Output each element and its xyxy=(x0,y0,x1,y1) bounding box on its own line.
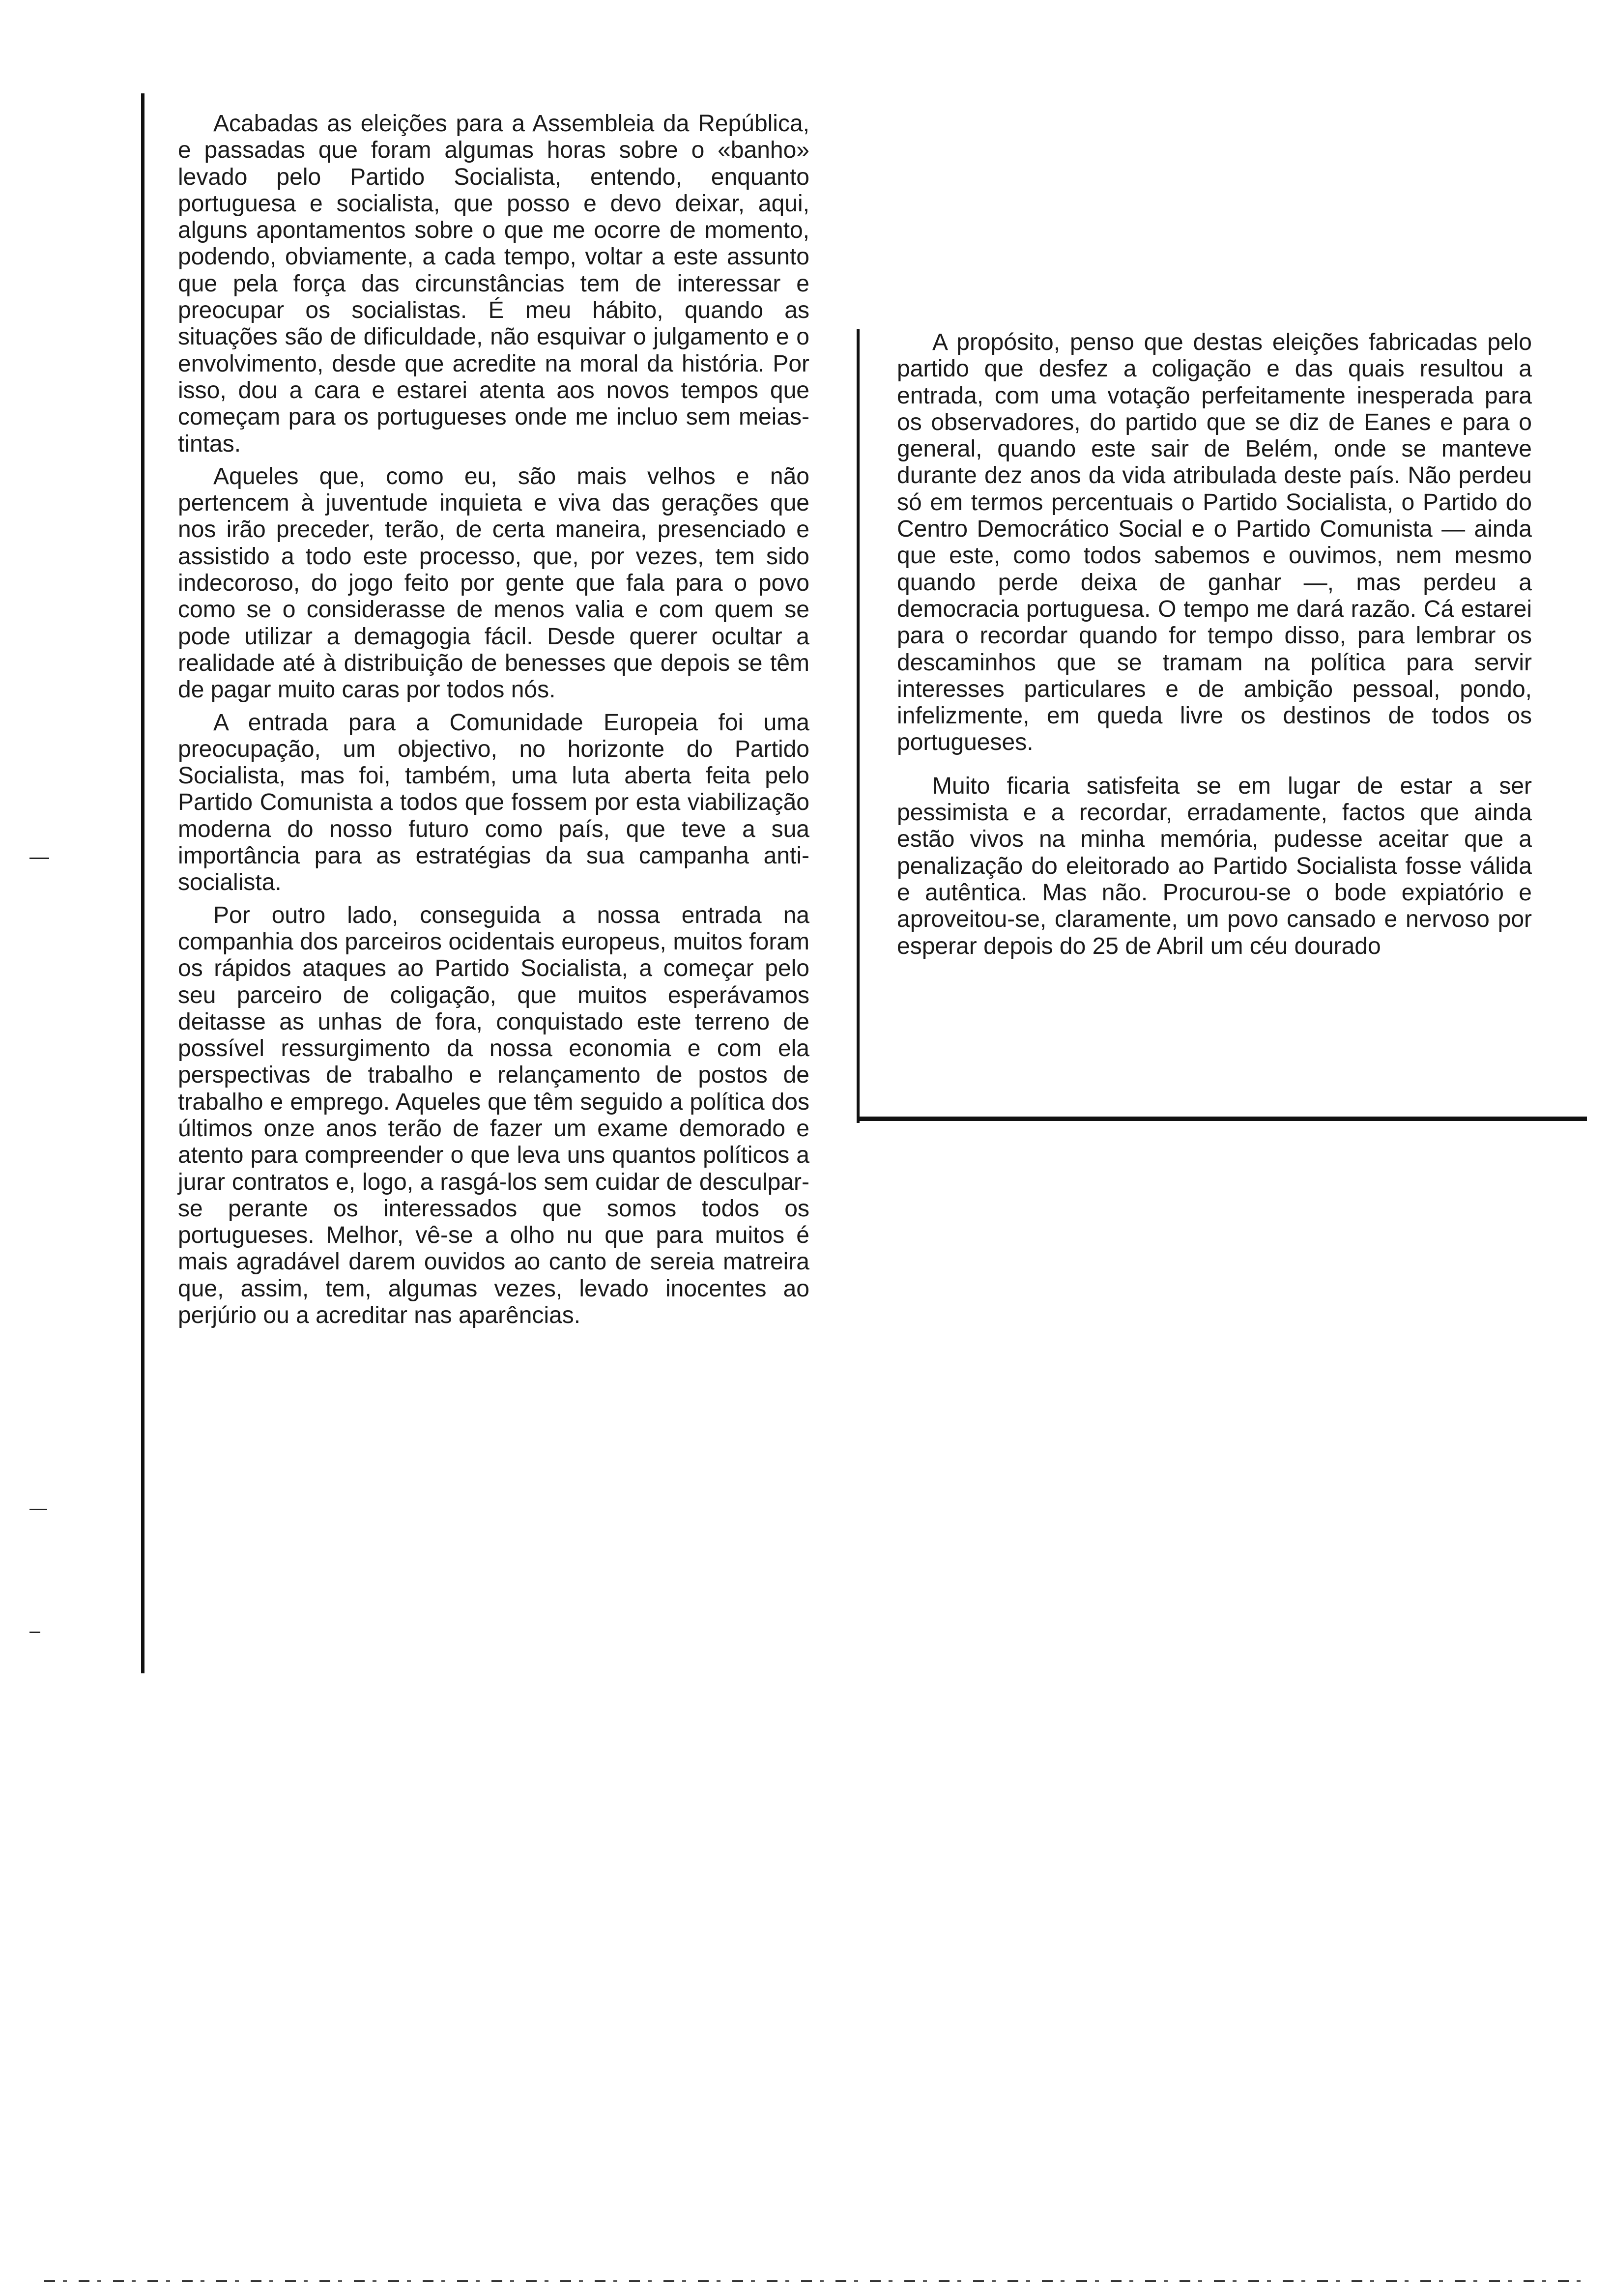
article-paragraph: A propósito, penso que destas eleições fabricadas pelo partido que desfez a coligação e das quais resultou a entrada, com uma votação perfeitamente inesperada para os observadores, do partido que se diz de Eanes e para o general, quando este sair de Belém, onde se manteve durante dez anos da vida atribulada deste país. Não perdeu só em termos percentuais o Partido Socialista, o Partido do Centro Democrático Social e o Partido Comunista — ainda que este, como todos sabemos e ouvimos, nem mesmo quando perde deixa de ganhar —, mas perdeu a democracia portuguesa. O tempo me dará razão. Cá estarei para o recordar quando for tempo disso, para lembrar os descaminhos que se tramam na política para servir interesses particulares e de ambição pessoal, pondo, infelizmente, em queda livre os destinos de todos os portugueses. xyxy=(897,329,1532,756)
article-paragraph: Aqueles que, como eu, são mais velhos e não pertencem à juventude inquieta e viva das gerações que nos irão preceder, terão, de certa maneira, presenciado e assistido a todo este processo, que, por vezes, tem sido indecoroso, do jogo feito por gente que fala para o povo como se o considerasse de menos valia e com quem se pode utilizar a demagogia fácil. Desde querer ocultar a realidade até à distribuição de benesses que depois se têm de pagar muito caras por todos nós. xyxy=(178,463,809,703)
scan-bottom-border xyxy=(44,2280,1592,2282)
article-left-column xyxy=(178,111,809,1329)
scan-edge-mark xyxy=(29,1632,40,1633)
scan-edge-mark xyxy=(29,1509,47,1510)
scan-edge-mark xyxy=(29,858,49,859)
article-paragraph: Acabadas as eleições para a Assembleia da República, e passadas que foram algumas horas sobre o «banho» levado pelo Partido Socialista, entendo, enquanto portuguesa e socialista, que posso e devo deixar, aqui, alguns apontamentos sobre o que me ocorre de momento, podendo, obviamente, a cada tempo, voltar a este assunto que pela força das circunstâncias tem de interessar e preocupar os socialistas. É meu hábito, quando as situações são de dificuldade, não esquivar o julgamento e o envolvimento, desde que acredite na moral da história. Por isso, dou a cara e estarei atenta aos novos tempos que começam para os portugueses onde me incluo sem meias-tintas. xyxy=(178,111,809,457)
column-divider-rule xyxy=(857,329,860,1123)
article-paragraph: Muito ficaria satisfeita se em lugar de estar a ser pessimista e a recordar, erradamente, factos que ainda estão vivos na minha memória, pudesse aceitar que a penalização do eleitorado ao Partido Socialista fosse válida e autêntica. Mas não. Procurou-se o bode expiatório e aproveitou-se, claramente, um povo cansado e nervoso por esperar depois do 25 de Abril um céu dourado xyxy=(897,773,1532,959)
article-paragraph: A entrada para a Comunidade Europeia foi uma preocupação, um objectivo, no horizonte do Partido Socialista, mas foi, também, uma luta aberta feita pelo Partido Comunista a todos que fossem por esta viabilização moderna do nosso futuro como país, que teve a sua importância para as estratégias da sua campanha anti-socialista. xyxy=(178,709,809,896)
left-column-rule xyxy=(141,93,144,1673)
article-right-column xyxy=(897,329,1532,960)
right-column-bottom-rule xyxy=(857,1117,1587,1121)
article-paragraph: Por outro lado, conseguida a nossa entrada na companhia dos parceiros ocidentais europeus, muitos foram os rápidos ataques ao Partido Socialista, a começar pelo seu parceiro de coligação, que muitos esperávamos deitasse as unhas de fora, conquistado este terreno de possível ressurgimento da nossa economia e com ela perspectivas de trabalho e relançamento de postos de trabalho e emprego. Aqueles que têm seguido a política dos últimos onze anos terão de fazer um exame demorado e atento para compreender o que leva uns quantos políticos a jurar contratos e, logo, a rasgá-los sem cuidar de desculpar-se perante os interessados que somos todos os portugueses. Melhor, vê-se a olho nu que para muitos é mais agradável darem ouvidos ao canto de sereia matreira que, assim, tem, algumas vezes, levado inocentes ao perjúrio ou a acreditar nas aparências. xyxy=(178,902,809,1329)
